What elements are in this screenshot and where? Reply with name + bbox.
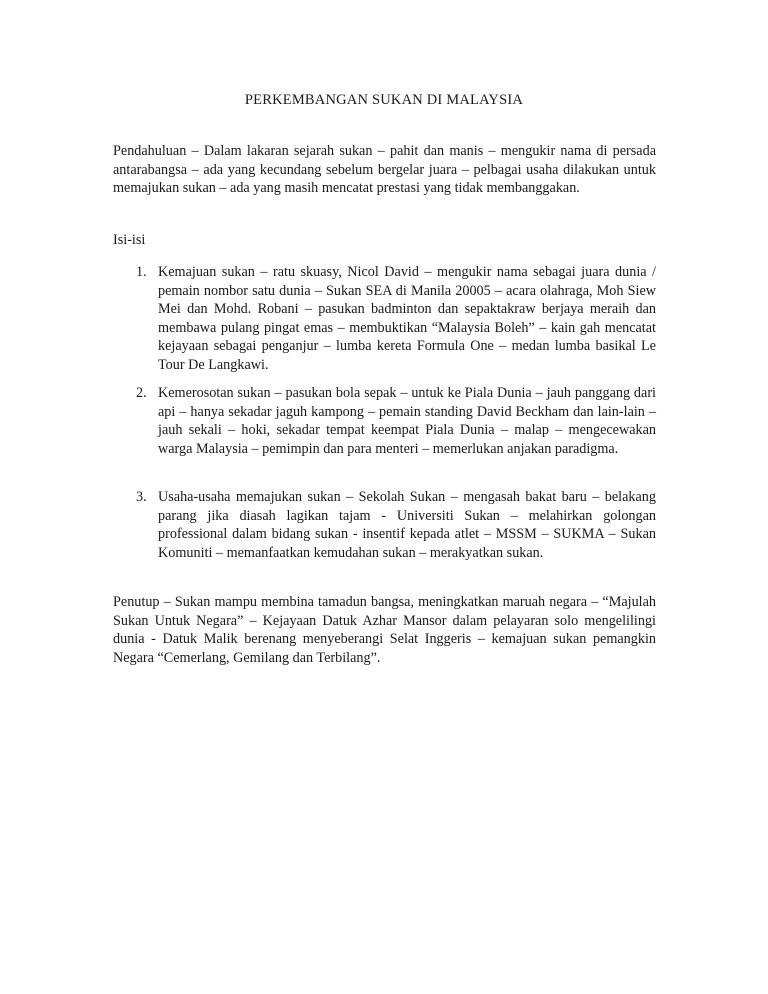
conclusion-paragraph: Penutup – Sukan mampu membina tamadun bangsa, meningkatkan maruah negara – “Majulah Sukan Untuk Negara” – Kejayaan Datuk Azhar Mansor dalam pelayaran solo mengelilingi dunia - Datuk Malik berenang menyeberangi Selat Inggeris – kemajuan sukan pemangkin Negara “Cemerlang, Gemilang dan Terbilang”. [113,594,656,666]
list-item-number: 2. [136,385,147,401]
document-title: PERKEMBANGAN SUKAN DI MALAYSIA [244,92,524,108]
list-item-text: Kemajuan sukan – ratu skuasy, Nicol David – mengukir nama sebagai juara dunia / pemain nombor satu dunia – Sukan SEA di Manila 20005 – acara olahraga, Moh Siew Mei dan Mohd. Robani – pasukan badminton dan sepaktakraw berjaya meraih dan membawa pulang pingat emas – membuktikan “Malaysia Boleh” – kain gah mencatat kejayaan sebagai penganjur – lumba kereta Formula One – medan lumba basikal Le Tour De Langkawi. [158,264,656,373]
intro-paragraph: Pendahuluan – Dalam lakaran sejarah sukan – pahit dan manis – mengukir nama di persada antarabangsa – ada yang kecundang sebelum bergelar juara – pelbagai usaha dilakukan untuk memajukan sukan – ada yang masih mencatat prestasi yang tidak membanggakan. [113,143,656,197]
list-item-number: 1. [136,264,147,280]
isi-heading: Isi-isi [113,232,146,248]
list-item-text: Kemerosotan sukan – pasukan bola sepak – untuk ke Piala Dunia – jauh panggang dari api – hanya sekadar jaguh kampong – pemain standing David Beckham dan lain-lain – jauh sekali – hoki, sekadar tempat keempat Piala Dunia – malap – mengecewakan warga Malaysia – pemimpin dan para menteri – memerlukan anjakan paradigma. [158,385,656,457]
list-item-number: 3. [136,489,147,505]
list-item-text: Usaha-usaha memajukan sukan – Sekolah Sukan – mengasah bakat baru – belakang parang jika diasah lagikan tajam - Universiti Sukan – melahirkan golongan professional dalam bidang sukan - insentif kepada atlet – MSSM – SUKMA – Sukan Komuniti – memanfaatkan kemudahan sukan – merakyatkan sukan. [158,489,656,561]
